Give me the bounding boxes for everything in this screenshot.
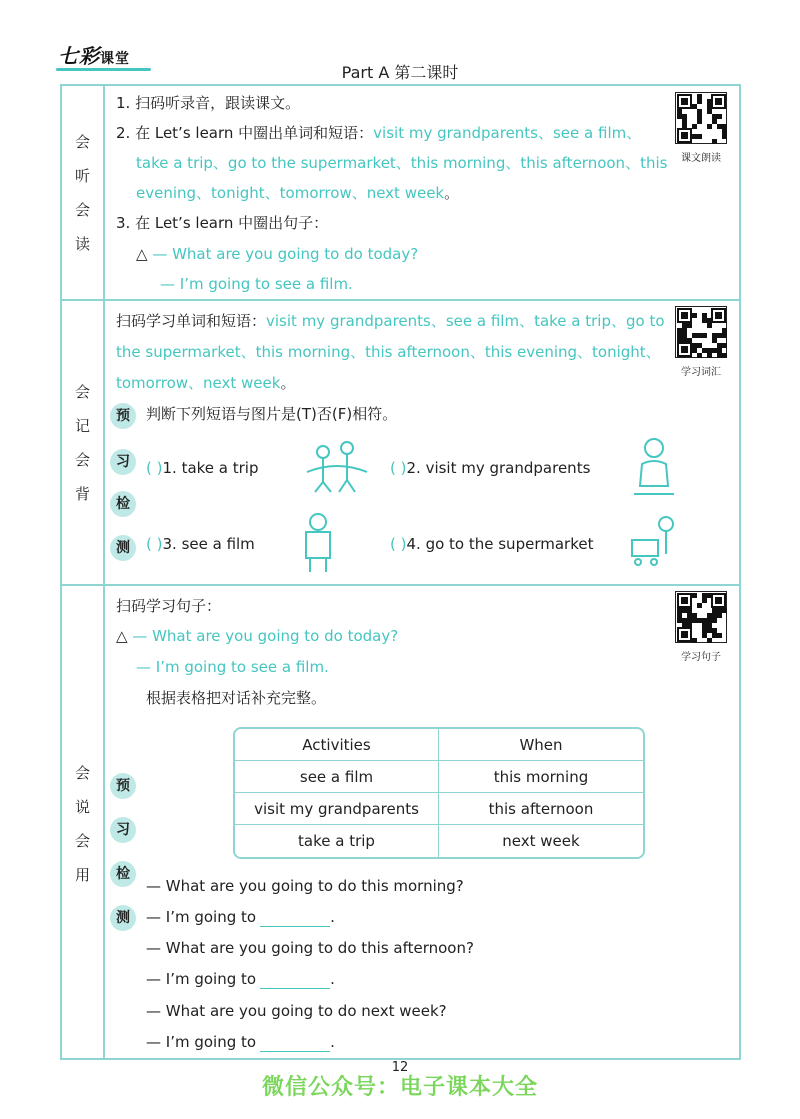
qr-module	[697, 119, 702, 124]
watermark: 微信公众号：电子课本大全	[261, 1075, 538, 1100]
qr-module	[722, 134, 727, 139]
qr-caption: 课文朗读	[681, 153, 721, 164]
fill-blank[interactable]	[260, 973, 330, 989]
qr-module	[712, 139, 717, 144]
qr-module	[692, 124, 697, 129]
qr-code-icon[interactable]	[675, 92, 727, 144]
section-divider-1	[60, 299, 741, 301]
qr-finder-cell	[715, 312, 722, 319]
section3-label: 会 说 会 用	[74, 764, 90, 884]
dialog-line: — What are you going to do this afternoon?	[146, 939, 474, 957]
qr-module	[717, 613, 722, 618]
qr-module	[717, 114, 722, 119]
qr-module	[717, 633, 722, 638]
qr-module	[707, 353, 712, 358]
table-cell: this morning	[439, 761, 643, 793]
qr-finder-cell	[681, 132, 688, 139]
table-row	[235, 793, 643, 825]
page-number: 12	[391, 1060, 409, 1075]
grandparents-illustration-icon	[630, 434, 678, 500]
qr-module	[707, 124, 712, 129]
table-header-cell: Activities	[235, 729, 439, 761]
exercise-item: ( )1. take a trip	[146, 459, 259, 477]
badge-test: 测	[110, 535, 136, 561]
fill-blank[interactable]	[260, 911, 330, 927]
badge-check: 检	[110, 861, 136, 887]
qr-module	[722, 353, 727, 358]
qr-module	[692, 593, 697, 598]
table-row	[235, 761, 643, 793]
s1-line1: 1. 扫码听录音，跟读课文。	[116, 94, 301, 112]
dialog-line: — I’m going to .	[146, 970, 335, 988]
exercise-item: ( )3. see a film	[146, 535, 255, 553]
badge-check: 检	[110, 491, 136, 517]
answer-blank[interactable]: ( )	[390, 459, 407, 477]
section2-label: 会 记 会 背	[74, 383, 90, 503]
dialog-line: — What are you going to do next week?	[146, 1002, 447, 1020]
qr-module	[722, 333, 727, 338]
table-cell: this afternoon	[439, 793, 643, 825]
badge-preview: 预	[110, 773, 136, 799]
s3-question: △ — What are you going to do today?	[116, 627, 399, 645]
exercise-item: ( )2. visit my grandparents	[390, 459, 591, 477]
qr-finder-cell	[681, 597, 688, 604]
qr-module	[687, 323, 692, 328]
qr-module	[712, 618, 717, 623]
s2-line2: the supermarket、this morning、this afternoon、this evening、tonight、	[116, 343, 661, 361]
qr-caption: 学习句子	[681, 652, 721, 663]
s1-line5: 3. 在 Let’s learn 中圈出句子：	[116, 214, 329, 232]
qr-module	[702, 333, 707, 338]
qr-finder-cell	[715, 597, 722, 604]
dialog-line: — I’m going to .	[146, 908, 335, 926]
table-cell: next week	[502, 832, 580, 850]
s3-line1: 扫码学习句子：	[116, 597, 222, 615]
qr-module	[697, 353, 702, 358]
dialog-line: — What are you going to do this morning?	[146, 877, 464, 895]
qr-module	[722, 343, 727, 348]
table-cell: visit my grandparents	[235, 793, 439, 825]
s1-line4: evening、tonight、tomorrow、next week。	[136, 184, 460, 202]
qr-finder-cell	[681, 98, 688, 105]
s1-answer: — I’m going to see a film.	[160, 275, 353, 293]
page-title: Part A 第二课时	[341, 63, 459, 82]
s1-line3: take a trip、go to the supermarket、this morning、this afternoon、this	[136, 154, 668, 172]
badge-study: 习	[110, 817, 136, 843]
qr-module	[722, 608, 727, 613]
badge-preview: 预	[110, 403, 136, 429]
activities-table	[233, 727, 645, 859]
brand-logo: 七彩课堂	[58, 44, 130, 68]
s2-line3: tomorrow、next week。	[116, 374, 296, 392]
qr-code-icon[interactable]	[675, 591, 727, 643]
section-divider-2	[60, 584, 741, 586]
s2-line1: 扫码学习单词和短语：visit my grandparents、see a film、take a trip、go to	[116, 312, 665, 330]
answer-blank[interactable]: ( )	[146, 459, 163, 477]
badge-test: 测	[110, 905, 136, 931]
qr-module	[707, 323, 712, 328]
fill-blank[interactable]	[260, 1036, 330, 1052]
qr-module	[692, 638, 697, 643]
qr-module	[692, 313, 697, 318]
section1-label: 会 听 会 读	[74, 133, 90, 253]
qr-module	[697, 134, 702, 139]
table-cell: take a trip	[235, 825, 439, 857]
qr-module	[697, 99, 702, 104]
table-cell: see a film	[235, 761, 439, 793]
answer-blank[interactable]: ( )	[146, 535, 163, 553]
qr-module	[697, 603, 702, 608]
qr-code-icon[interactable]	[675, 306, 727, 358]
s1-question: △ — What are you going to do today?	[136, 245, 419, 263]
s2-instruction: 判断下列短语与图片是(T)否(F)相符。	[146, 405, 398, 423]
qr-finder-cell	[715, 98, 722, 105]
s1-line2: 2. 在 Let’s learn 中圈出单词和短语：visit my grandparents、see a film、	[116, 124, 642, 142]
answer-blank[interactable]: ( )	[390, 535, 407, 553]
qr-finder-cell	[681, 312, 688, 319]
supermarket-illustration-icon	[628, 514, 684, 574]
qr-caption: 学习词汇	[681, 367, 721, 378]
qr-finder-cell	[681, 631, 688, 638]
trip-illustration-icon	[303, 438, 371, 494]
table-row	[235, 825, 643, 857]
qr-module	[702, 598, 707, 603]
dialog-line: — I’m going to .	[146, 1033, 335, 1051]
exercise-item: ( )4. go to the supermarket	[390, 535, 594, 553]
film-illustration-icon	[296, 510, 340, 576]
s3-instruction: 根据表格把对话补充完整。	[146, 689, 327, 707]
qr-module	[707, 638, 712, 643]
s3-answer: — I’m going to see a film.	[136, 658, 329, 676]
badge-study: 习	[110, 449, 136, 475]
table-header-cell: When	[439, 729, 643, 761]
qr-finder-cell	[681, 346, 688, 353]
table-header-row	[235, 729, 643, 761]
